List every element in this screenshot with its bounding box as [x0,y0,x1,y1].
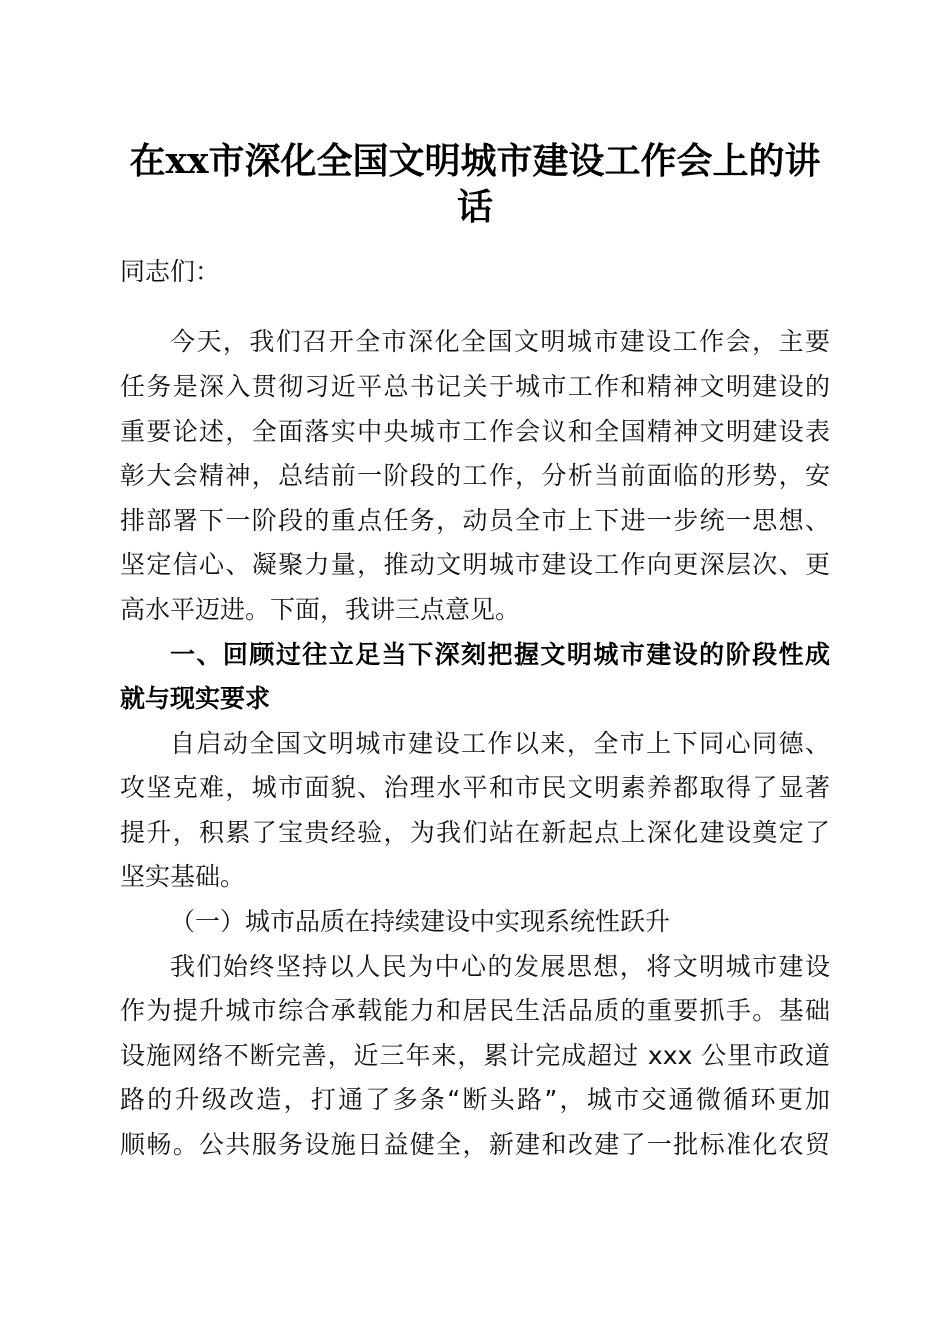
paragraph-line: 高水平迈进。下面，我讲三点意见。 [120,595,521,624]
section-heading: 一、回顾过往立足当下深刻把握文明城市建设的阶段性成 [170,640,830,669]
paragraph-line: 彰大会精神，总结前一阶段的工作，分析当前面临的形势，安 [120,461,830,490]
title-line: 话 [456,186,493,228]
paragraph-line: 顺畅。公共服务设施日益健全，新建和改建了一批标准化农贸 [120,1130,830,1159]
paragraph-line: 提升，积累了宝贵经验，为我们站在新起点上深化建设奠定了 [120,818,830,847]
subsection-heading: （一）城市品质在持续建设中实现系统性跃升 [170,907,671,936]
paragraph-line: 攻坚克难，城市面貌、治理水平和市民文明素养都取得了显著 [120,773,830,802]
title-line: 在xx市深化全国文明城市建设工作会上的讲 [129,140,821,182]
paragraph-line: 今天，我们召开全市深化全国文明城市建设工作会，主要 [170,327,830,356]
paragraph-line: 坚定信心、凝聚力量，推动文明城市建设工作向更深层次、更 [120,550,830,579]
paragraph-line: 自启动全国文明城市建设工作以来，全市上下同心同德、 [170,729,830,758]
paragraph-line: 路的升级改造，打通了多条“断头路”，城市交通微循环更加 [120,1085,830,1114]
paragraph-line: 我们始终坚持以人民为中心的发展思想，将文明城市建设 [170,952,830,981]
document-title [100,138,850,230]
section-heading: 就与现实要求 [120,684,271,713]
paragraph-line: 设施网络不断完善，近三年来，累计完成超过 xxx 公里市政道 [120,1041,830,1070]
paragraph-line: 作为提升城市综合承载能力和居民生活品质的重要抓手。基础 [120,996,830,1025]
paragraph-line: 排部署下一阶段的重点任务，动员全市上下进一步统一思想、 [120,506,830,535]
paragraph-line: 坚实基础。 [120,862,246,891]
paragraph-line: 重要论述，全面落实中央城市工作会议和全国精神文明建设表 [120,417,830,446]
salutation: 同志们： [120,257,221,286]
paragraph-line: 任务是深入贯彻习近平总书记关于城市工作和精神文明建设的 [120,372,830,401]
